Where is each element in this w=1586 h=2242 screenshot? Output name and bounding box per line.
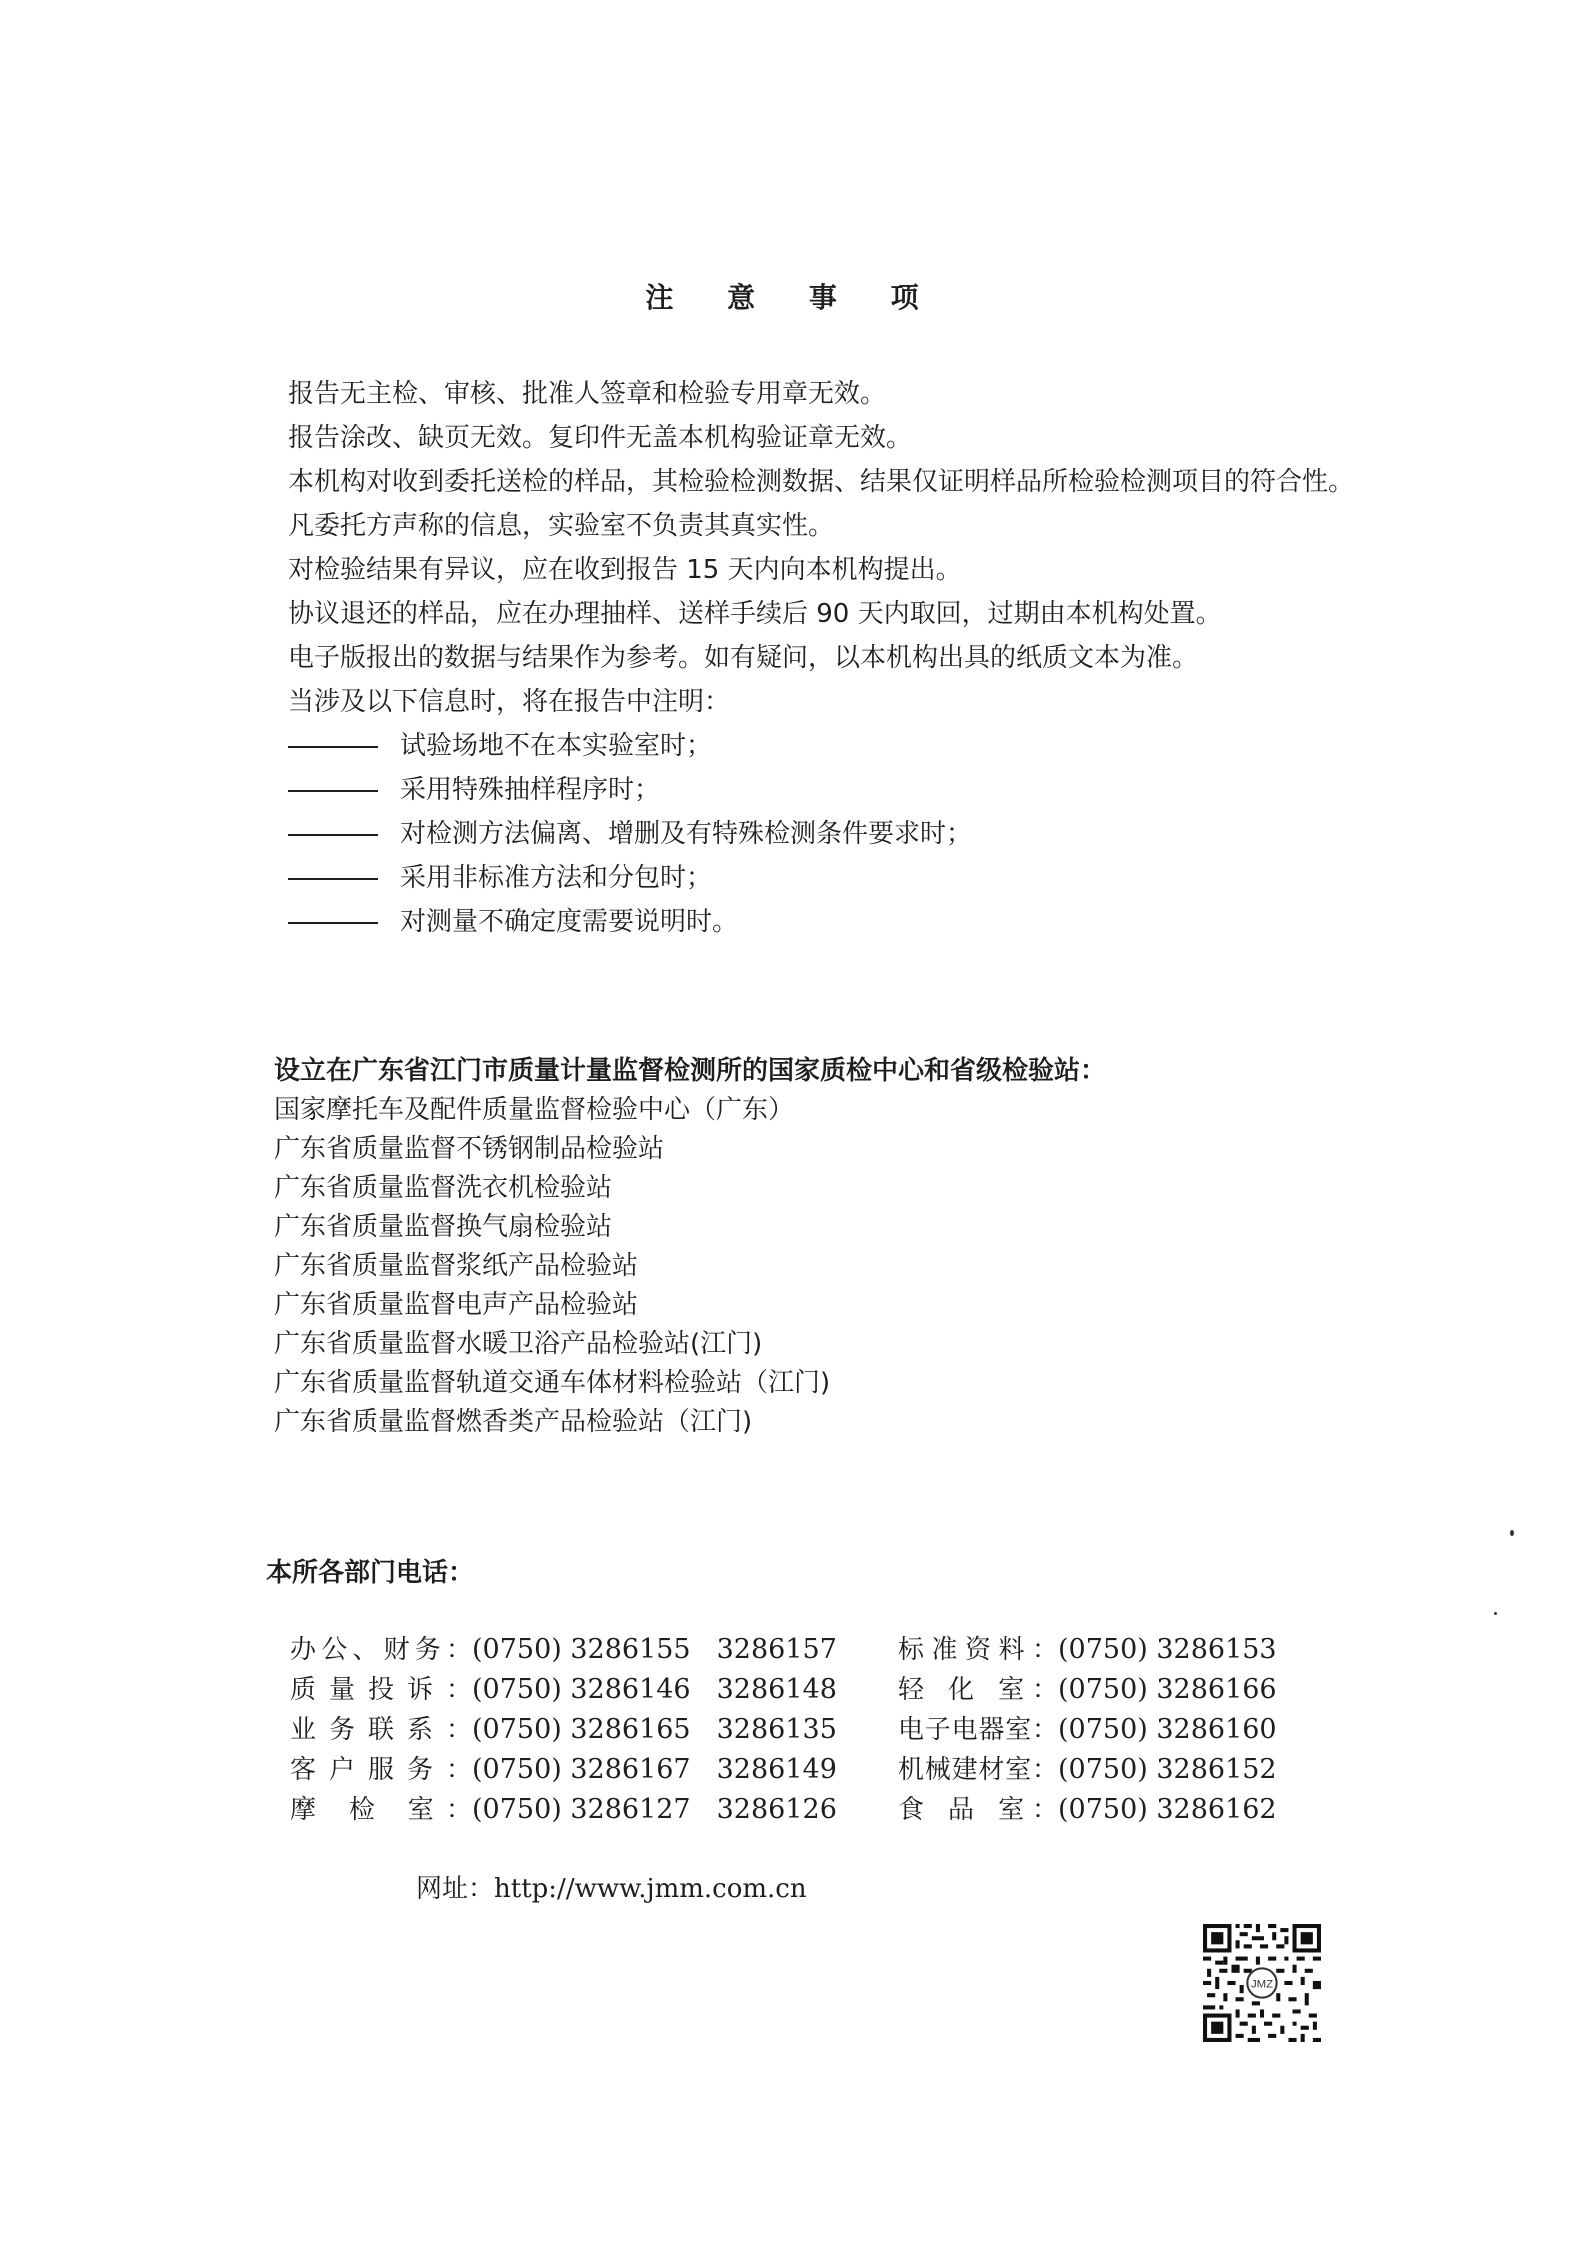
note-dash-text: 对检测方法偏离、增删及有特殊检测条件要求时； <box>400 819 973 849</box>
phones-left-column <box>290 1630 863 1830</box>
station-item: 广东省质量监督燃香类产品检验站（江门) <box>274 1407 753 1437</box>
phone-label: 电子电器室： <box>898 1715 1058 1745</box>
qr-logo-text: JMZ <box>1250 1978 1274 1991</box>
scan-speck <box>1494 1612 1497 1615</box>
phone-number: (0750) 3286165 <box>472 1714 691 1745</box>
phone-row <box>290 1670 863 1710</box>
phone-row <box>290 1750 863 1790</box>
phone-number: (0750) 3286153 <box>1058 1634 1277 1665</box>
note-dash-item <box>288 814 1368 854</box>
phone-number: (0750) 3286166 <box>1058 1674 1277 1705</box>
phone-number: 3286126 <box>716 1794 837 1825</box>
station-item: 广东省质量监督不锈钢制品检验站 <box>274 1134 665 1164</box>
phone-label: 食 品 室： <box>898 1795 1058 1825</box>
phone-label: 标准资料： <box>898 1635 1058 1665</box>
station-item: 广东省质量监督浆纸产品检验站 <box>274 1251 639 1281</box>
note-dash-text: 对测量不确定度需要说明时。 <box>400 907 739 937</box>
note-item: 凡委托方声称的信息，实验室不负责其真实性。 <box>288 511 835 541</box>
qr-code-icon <box>1203 1924 1321 2042</box>
phone-number: 3286149 <box>716 1754 837 1785</box>
note-item: 电子版报出的数据与结果作为参考。如有疑问，以本机构出具的纸质文本为准。 <box>288 643 1199 673</box>
phone-row <box>898 1790 1303 1830</box>
phone-number: (0750) 3286152 <box>1058 1754 1277 1785</box>
note-item: 对检验结果有异议，应在收到报告 15 天内向本机构提出。 <box>288 555 962 585</box>
dash-rule <box>288 746 378 748</box>
stations-section <box>274 1052 1394 1442</box>
phones-right-column <box>898 1630 1303 1830</box>
station-item: 广东省质量监督换气扇检验站 <box>274 1212 613 1242</box>
phones-heading: 本所各部门电话： <box>266 1558 475 1588</box>
phone-label: 质量投诉： <box>290 1675 472 1705</box>
note-dash-text: 采用特殊抽样程序时； <box>400 775 661 805</box>
phone-number: (0750) 3286155 <box>472 1634 691 1665</box>
phone-row <box>290 1630 863 1670</box>
phone-row <box>898 1750 1303 1790</box>
phone-number: (0750) 3286127 <box>472 1794 691 1825</box>
phone-label: 办公、财务： <box>290 1635 472 1665</box>
phone-label: 机械建材室： <box>898 1755 1058 1785</box>
website-line <box>416 1868 807 1905</box>
page-title: 注 意 事 项 <box>645 281 941 314</box>
scan-speck <box>1510 1530 1514 1536</box>
note-item: 协议退还的样品，应在办理抽样、送样手续后 90 天内取回，过期由本机构处置。 <box>288 599 1222 629</box>
note-item: 当涉及以下信息时，将在报告中注明： <box>288 687 731 717</box>
phone-row <box>290 1790 863 1830</box>
dash-rule <box>288 834 378 836</box>
stations-heading: 设立在广东省江门市质量计量监督检测所的国家质检中心和省级检验站： <box>274 1056 1107 1086</box>
phone-number: (0750) 3286146 <box>472 1674 691 1705</box>
website-url[interactable]: http://www.jmm.com.cn <box>494 1874 807 1904</box>
dash-rule <box>288 922 378 924</box>
phone-row <box>898 1710 1303 1750</box>
phone-label: 轻 化 室： <box>898 1675 1058 1705</box>
website-label: 网址： <box>416 1874 495 1904</box>
note-item: 报告涂改、缺页无效。复印件无盖本机构验证章无效。 <box>288 423 913 453</box>
phone-label: 业务联系： <box>290 1715 472 1745</box>
note-dash-item <box>288 858 1368 898</box>
phone-row <box>898 1670 1303 1710</box>
note-dash-text: 采用非标准方法和分包时； <box>400 863 713 893</box>
phone-number: (0750) 3286162 <box>1058 1794 1277 1825</box>
note-dash-item <box>288 902 1368 942</box>
phone-label: 客户服务： <box>290 1755 472 1785</box>
phone-label: 摩 检 室： <box>290 1795 472 1825</box>
phone-number: 3286135 <box>716 1714 837 1745</box>
phone-number: 3286148 <box>716 1674 837 1705</box>
note-dash-item <box>288 726 1368 766</box>
phone-number: (0750) 3286167 <box>472 1754 691 1785</box>
station-item: 广东省质量监督洗衣机检验站 <box>274 1173 613 1203</box>
station-item: 广东省质量监督电声产品检验站 <box>274 1290 639 1320</box>
dash-rule <box>288 878 378 880</box>
station-item: 广东省质量监督水暖卫浴产品检验站(江门) <box>274 1329 763 1359</box>
phone-number: 3286157 <box>716 1634 837 1665</box>
dash-rule <box>288 790 378 792</box>
phone-row <box>898 1630 1303 1670</box>
phone-number: (0750) 3286160 <box>1058 1714 1277 1745</box>
note-dash-text: 试验场地不在本实验室时； <box>400 731 713 761</box>
note-dash-item <box>288 770 1368 810</box>
phone-row <box>290 1710 863 1750</box>
note-item: 报告无主检、审核、批准人签章和检验专用章无效。 <box>288 379 887 409</box>
station-item: 国家摩托车及配件质量监督检验中心（广东） <box>274 1095 795 1125</box>
note-item: 本机构对收到委托送检的样品，其检验检测数据、结果仅证明样品所检验检测项目的符合性。 <box>288 467 1355 497</box>
station-item: 广东省质量监督轨道交通车体材料检验站（江门) <box>274 1368 831 1398</box>
notes-section <box>288 374 1368 946</box>
